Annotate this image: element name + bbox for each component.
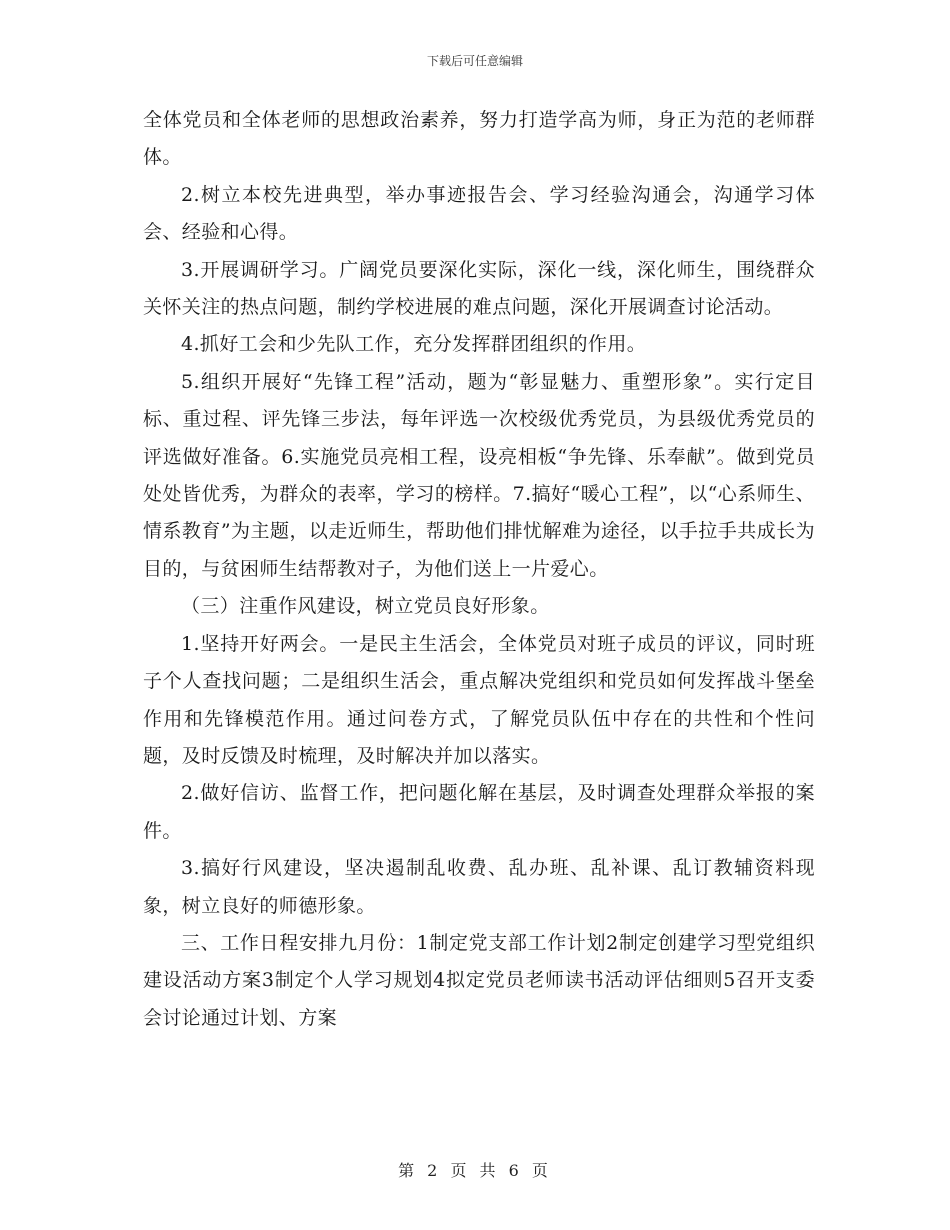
paragraph-5: 5.组织开展好“先锋工程”活动，题为“彰显魅力、重塑形象”。实行定目标、重过程、评先锋三步法，每年评选一次校级优秀党员，为县级优秀党员的评选做好准备。6.实施党员亮相工程，设亮相板“争先锋、乐奉献”。做到党员处处皆优秀，为群众的表率，学习的榜样。7.搞好“暖心工程”，以“心系师生、情系教育”为主题，以走近师生，帮助他们排忧解难为途径，以手拉手共成长为目的，与贫困师生结帮教对子，为他们送上一片爱心。 <box>143 370 815 580</box>
paragraph-2: 2.树立本校先进典型，举办事迹报告会、学习经验沟通会，沟通学习体会、经验和心得。 <box>143 183 815 244</box>
page-header: 下载后可任意编辑 <box>426 54 523 68</box>
paragraph-9: 3.搞好行风建设，坚决遏制乱收费、乱办班、乱补课、乱订教辅资料现象，树立良好的师德形象。 <box>143 857 815 917</box>
paragraph-10: 三、工作日程安排九月份：1制定党支部工作计划2制定创建学习型党组织建设活动方案3制定个人学习规划4拟定党员老师读书活动评估细则5召开支委会讨论通过计划、方案 <box>143 931 815 1029</box>
page-footer-page-number: 第 2 页 共 6 页 <box>398 1161 552 1180</box>
paragraph-1: 全体党员和全体老师的思想政治素养，努力打造学高为师，身正为范的老师群体。 <box>143 109 815 169</box>
paragraph-4: 4.抓好工会和少先队工作，充分发挥群团组织的作用。 <box>181 333 647 356</box>
paragraph-7: 1.坚持开好两会。一是民主生活会，全体党员对班子成员的评议，同时班子个人查找问题；二是组织生活会，重点解决党组织和党员如何发挥战斗堡垒作用和先锋模范作用。通过问卷方式，了解党员队伍中存在的共性和个性问题，及时反馈及时梳理，及时解决并加以落实。 <box>143 632 815 767</box>
section-heading-3: （三）注重作风建设，树立党员良好形象。 <box>181 595 550 618</box>
paragraph-8: 2.做好信访、监督工作，把问题化解在基层，及时调查处理群众举报的案件。 <box>143 782 815 842</box>
document-body <box>143 102 815 1037</box>
paragraph-3: 3.开展调研学习。广阔党员要深化实际，深化一线，深化师生，围绕群众关怀关注的热点问题，制约学校进展的难点问题，深化开展调查讨论活动。 <box>143 258 815 319</box>
